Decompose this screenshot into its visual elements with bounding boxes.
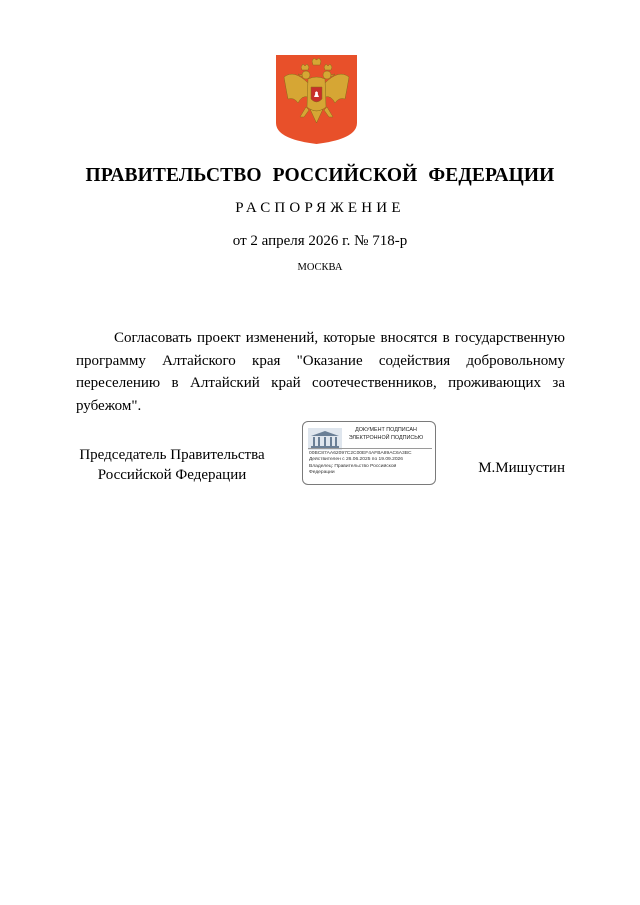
stamp-owner-line1: Владелец: Правительство Российской — [309, 463, 397, 469]
stamp-validity: Действителен с 26.06.2025 по 19.09.2026 — [309, 457, 403, 463]
document-title: ПРАВИТЕЛЬСТВО РОССИЙСКОЙ ФЕДЕРАЦИИ — [85, 165, 555, 186]
document-type: РАСПОРЯЖЕНИЕ — [235, 200, 405, 216]
signer-position-line2: Российской Федерации — [97, 467, 247, 483]
stamp-heading-line1: ДОКУМЕНТ ПОДПИСАН — [355, 427, 417, 433]
body-paragraph: Согласовать проект изменений, которые вносятся в государственную программу Алтайского края "Оказание содействия добровольному переселению в Алтайский край соотечественников, проживающих за рубежом". — [76, 330, 565, 414]
coat-of-arms-icon — [276, 55, 357, 144]
stamp-owner-line2: Федерации — [309, 469, 335, 475]
electronic-signature-stamp — [302, 421, 436, 485]
date-and-number: от 2 апреля 2026 г. № 718-р — [232, 233, 408, 249]
stamp-certificate: 00BC87AA62097C2C00EF4AFBA89AC6A3BC — [309, 451, 412, 456]
government-building-icon — [308, 428, 342, 450]
stamp-divider — [308, 448, 432, 449]
signer-name: М.Мишустин — [478, 460, 565, 476]
place-of-issue: МОСКВА — [297, 262, 343, 273]
stamp-heading — [339, 426, 433, 442]
stamp-heading-line2: ЭЛЕКТРОННОЙ ПОДПИСЬЮ — [348, 435, 424, 441]
signer-position-line1: Председатель Правительства — [79, 447, 265, 463]
stamp-details — [309, 451, 433, 476]
signer-position — [76, 445, 268, 485]
